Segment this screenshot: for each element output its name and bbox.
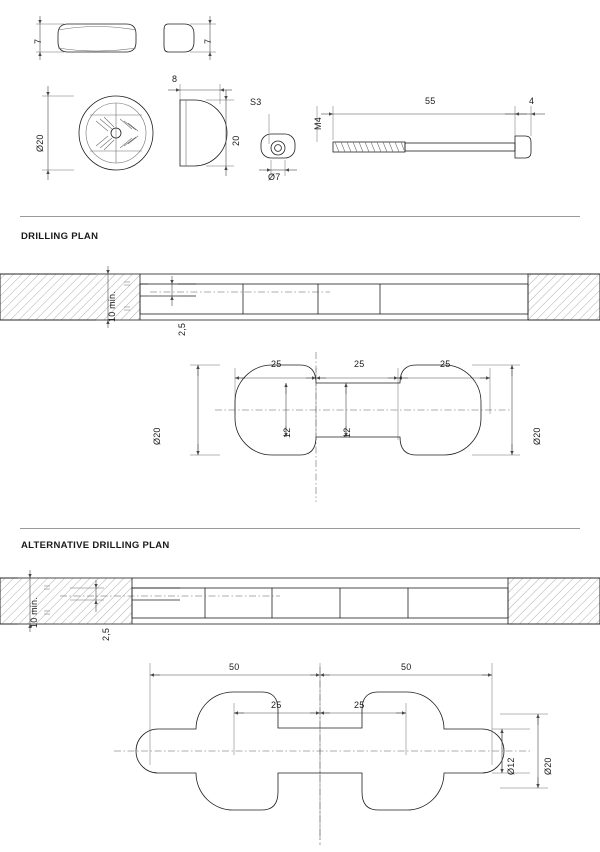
dim-plan1-25-b: 25 — [354, 359, 365, 369]
dim-alt-50-a: 50 — [229, 662, 240, 672]
alternative-drilling-plan-title: ALTERNATIVE DRILLING PLAN — [21, 540, 170, 551]
dim-body-height: 20 — [231, 135, 241, 146]
dim-cap-thickness-left: 7 — [33, 38, 43, 44]
dim-alt-slot-diameter: Ø12 — [506, 757, 516, 775]
divider-top — [20, 216, 580, 217]
alt-drilling-plan-section — [0, 566, 600, 646]
dim-socket-label: S3 — [250, 97, 262, 107]
drilling-plan-title: DRILLING PLAN — [21, 231, 99, 242]
disc-front-view — [20, 74, 240, 194]
dim-hole-diameter: Ø7 — [268, 172, 281, 182]
dim-disc-diameter: Ø20 — [35, 134, 45, 152]
dim-depth-min-2: 10 min. — [29, 597, 39, 628]
dim-head-length: 4 — [529, 96, 535, 106]
divider-middle — [20, 528, 580, 529]
screw-views — [255, 92, 585, 194]
dim-cap-thickness-right: 7 — [203, 38, 213, 44]
dim-shaft-length: 55 — [425, 96, 436, 106]
dim-alt-25-b: 25 — [354, 700, 365, 710]
dim-depth-min-1: 10 min. — [107, 291, 117, 322]
dim-alt-pocket-diameter: Ø20 — [543, 757, 553, 775]
dim-front-width: 8 — [172, 74, 178, 84]
dim-plan1-25-a: 25 — [271, 359, 282, 369]
dim-alt-25-a: 25 — [271, 700, 282, 710]
alt-drilling-plan-plan — [100, 655, 580, 845]
drilling-plan-section — [0, 262, 600, 340]
dim-alt-50-b: 50 — [401, 662, 412, 672]
dim-plan1-slot-left: 12 — [282, 427, 292, 438]
dim-offset-1: 2,5 — [177, 322, 187, 336]
dim-plan1-left-diameter: Ø20 — [152, 427, 162, 445]
dim-plan1-slot-right: 12 — [342, 427, 352, 438]
dim-plan1-25-c: 25 — [440, 359, 451, 369]
dim-plan1-right-diameter: Ø20 — [532, 427, 542, 445]
dim-offset-2: 2,5 — [101, 627, 111, 641]
dim-thread-label: M4 — [313, 117, 323, 130]
